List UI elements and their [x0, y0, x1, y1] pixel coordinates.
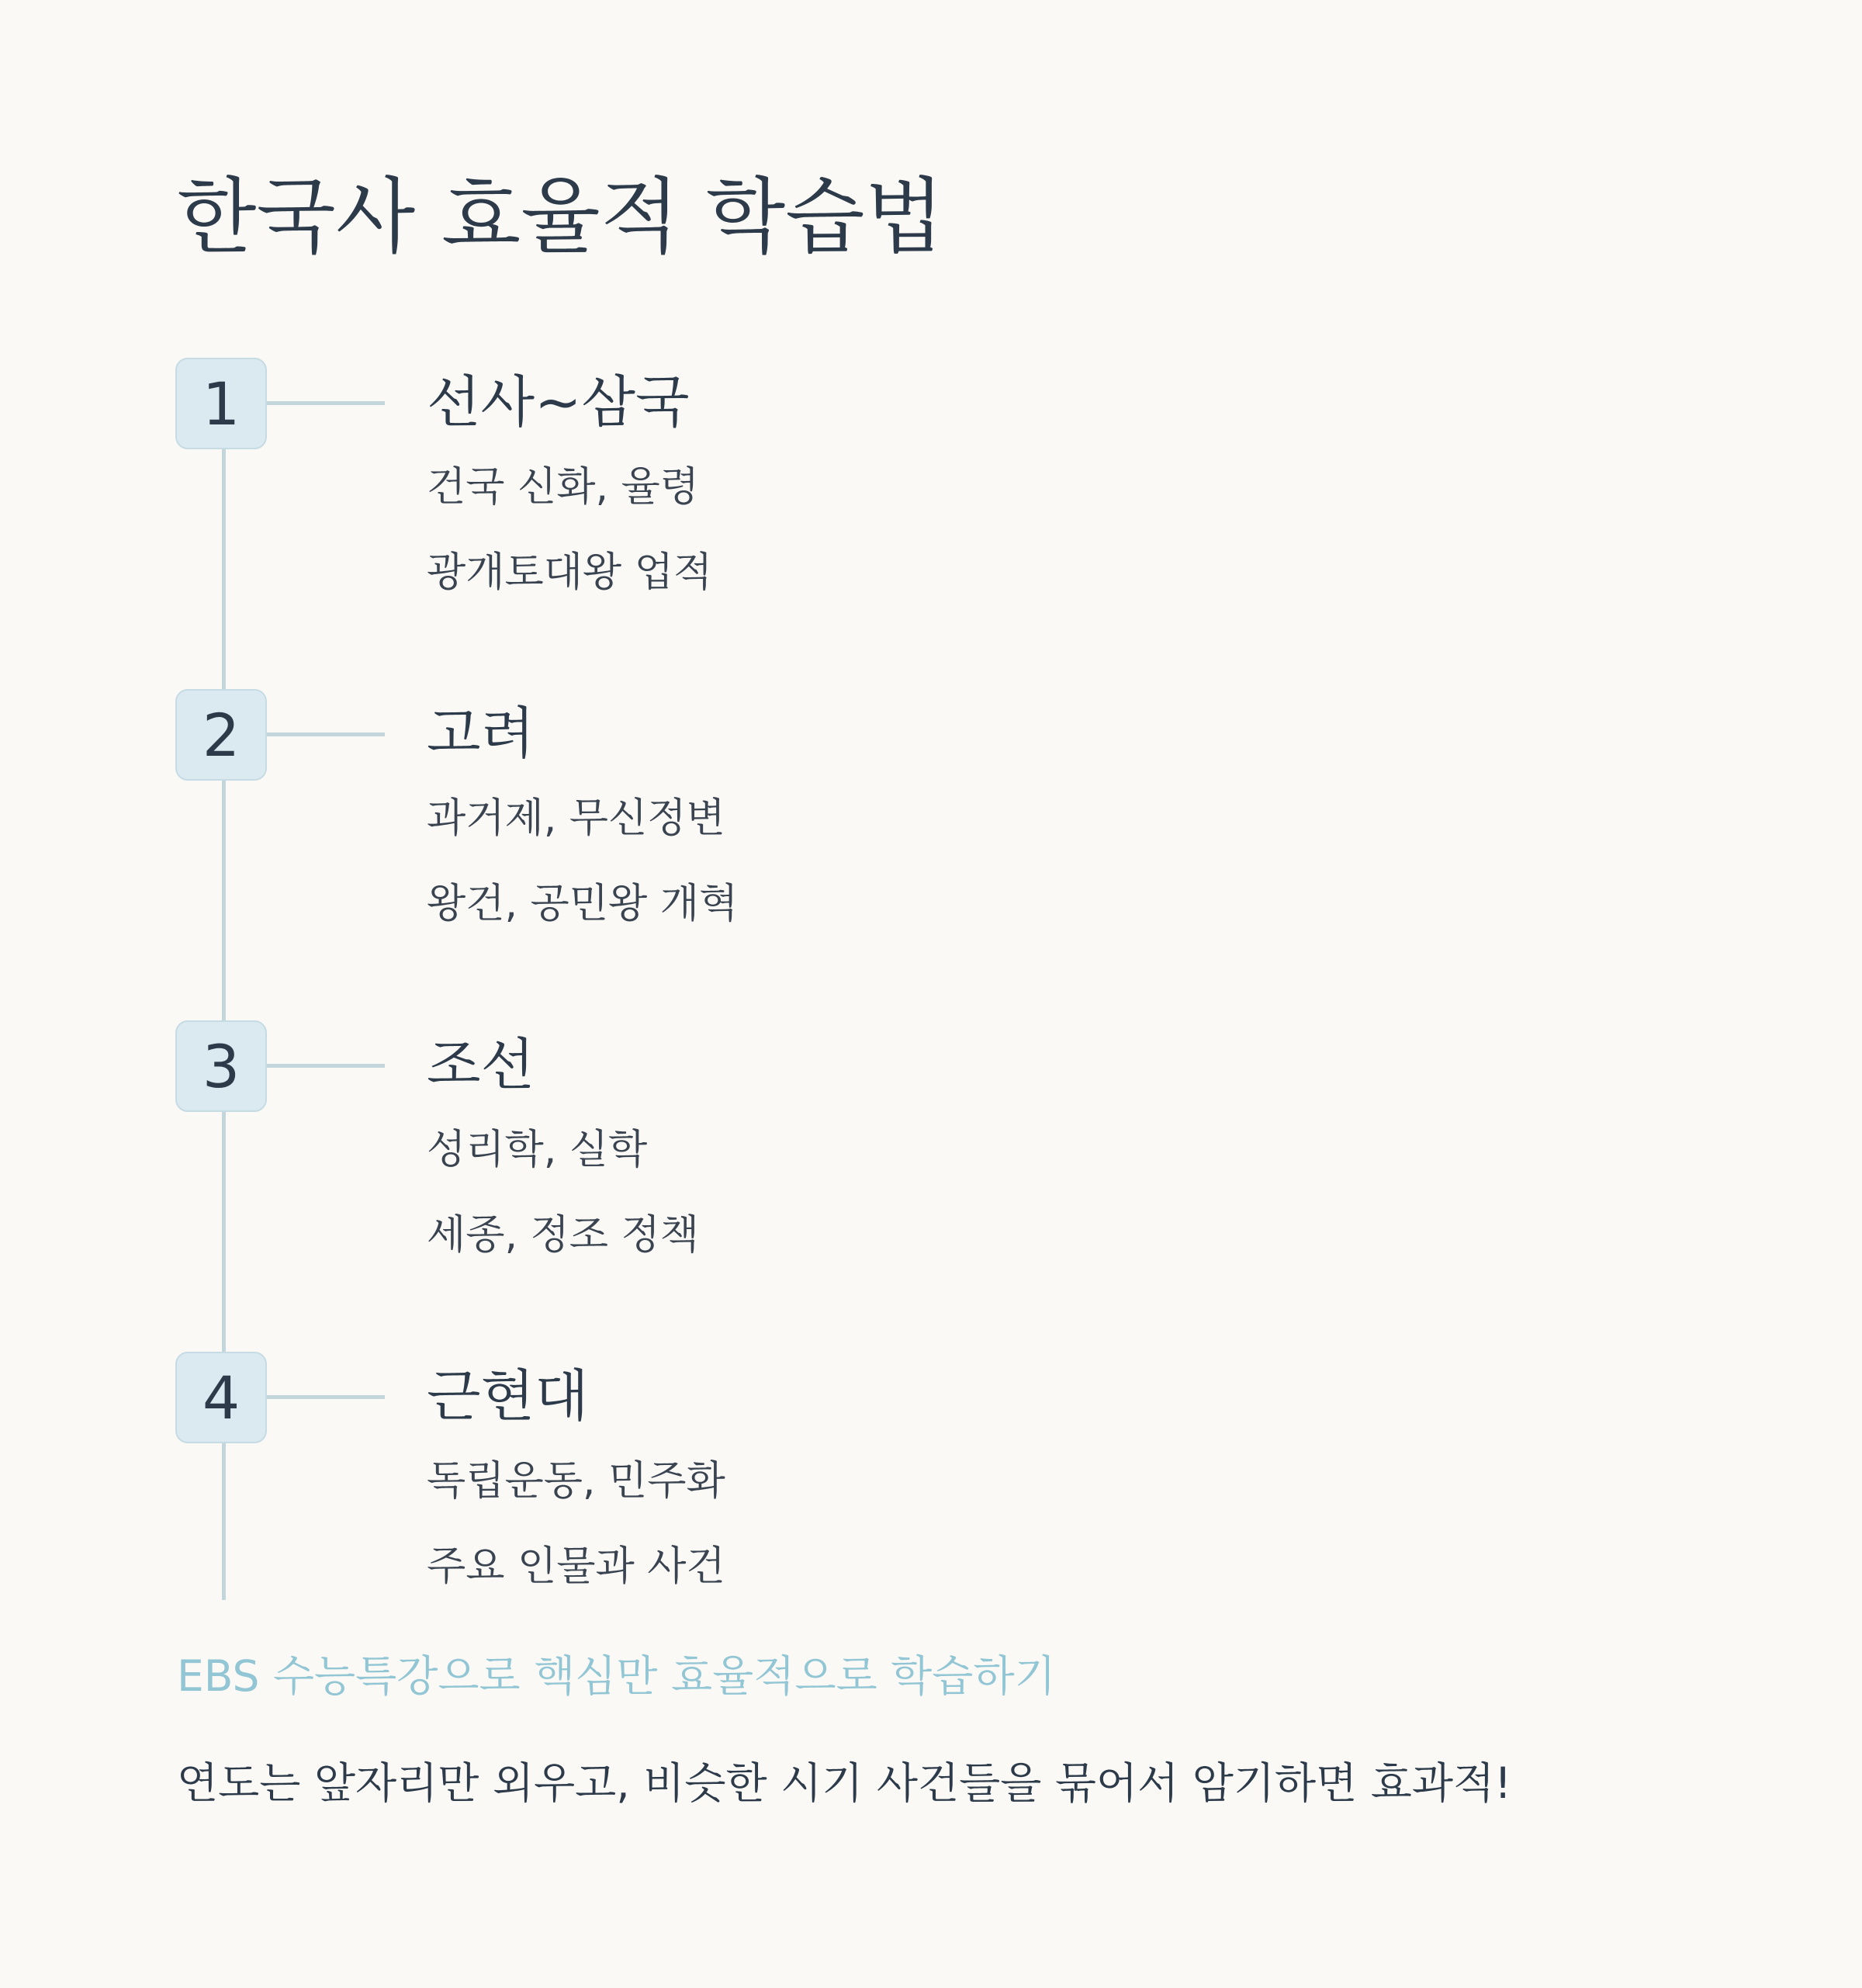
step-detail: 왕건, 공민왕 개혁	[427, 881, 739, 927]
step-title: 조선	[427, 1032, 535, 1097]
step-connector-line	[267, 401, 385, 405]
step-detail: 주요 인물과 사건	[427, 1543, 725, 1590]
step-title: 근현대	[427, 1363, 589, 1429]
step-number-badge: 4	[175, 1352, 267, 1443]
step-detail: 건국 신화, 율령	[427, 464, 699, 511]
tip-text: 연도는 앞자리만 외우고, 비슷한 시기 사건들을 묶어서 암기하면 효과적!	[177, 1758, 1512, 1808]
step-title: 고려	[427, 701, 535, 766]
step-detail: 광개토대왕 업적	[427, 549, 713, 596]
step-number-badge: 1	[175, 358, 267, 449]
step-connector-line	[267, 1064, 385, 1068]
step-connector-line	[267, 733, 385, 736]
step-number-badge: 3	[175, 1020, 267, 1112]
step-detail: 세종, 정조 정책	[427, 1212, 699, 1259]
step-detail: 독립운동, 민주화	[427, 1458, 725, 1505]
step-title: 선사~삼국	[427, 369, 690, 435]
step-detail: 과거제, 무신정변	[427, 795, 725, 842]
page-title: 한국사 효율적 학습법	[177, 169, 944, 265]
step-connector-line	[267, 1395, 385, 1399]
step-detail: 성리학, 실학	[427, 1127, 648, 1173]
highlight-note: EBS 수능특강으로 핵심만 효율적으로 학습하기	[177, 1651, 1056, 1701]
step-number-badge: 2	[175, 689, 267, 781]
